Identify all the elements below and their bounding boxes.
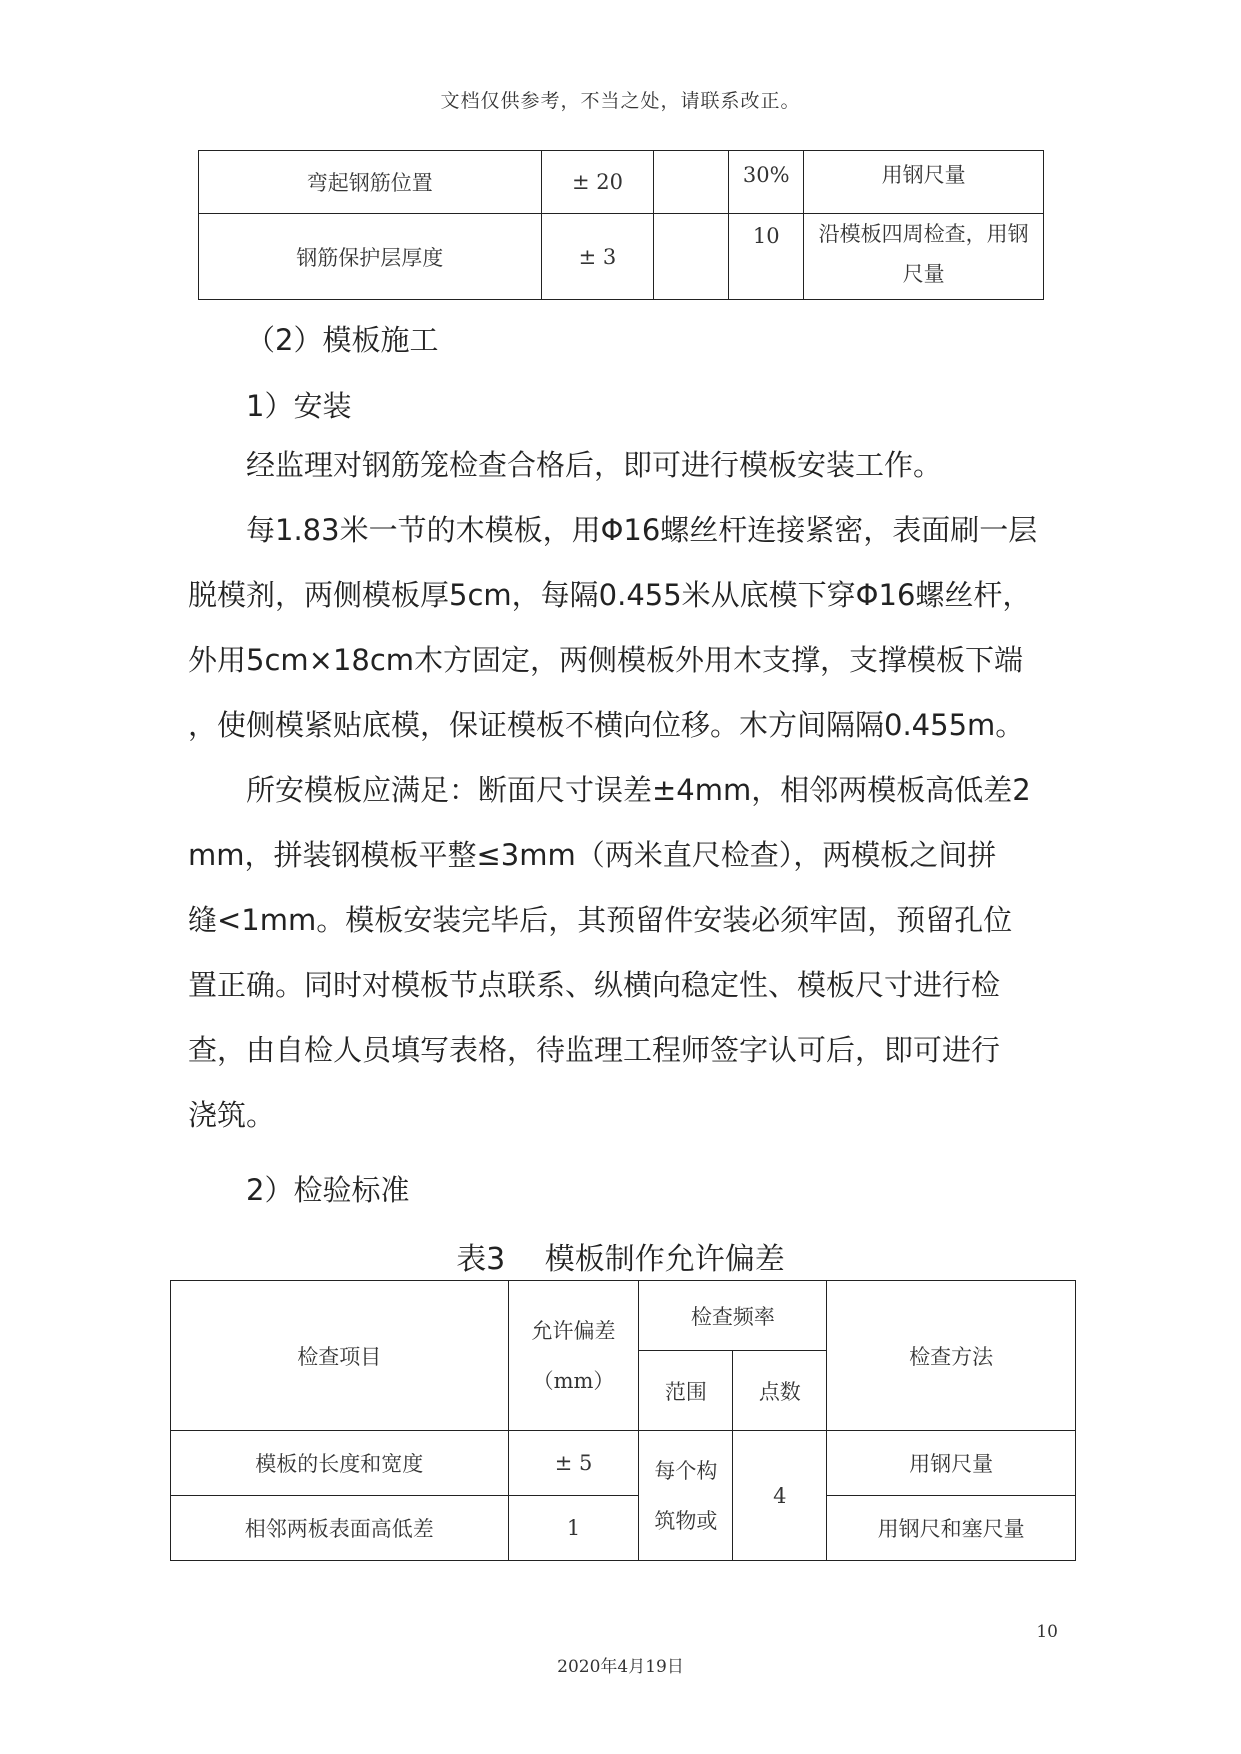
header-method: 检查方法 [827,1281,1076,1431]
header-range: 范围 [639,1351,733,1431]
footer-date: 2020年4月19日 [557,1657,684,1677]
header-tolerance-unit: （mm） [532,1368,615,1393]
paragraph-line: 浇筑。 [188,1098,276,1132]
paragraph-line: 查，由自检人员填写表格，待监理工程师签字认可后，即可进行 [188,1033,1001,1067]
table-cell-range [654,151,729,214]
paragraph-block [188,758,1068,1148]
table-cell-range [639,1431,733,1561]
header-points: 点数 [733,1351,827,1431]
paragraph-line: mm，拼装钢模板平整≤3mm（两米直尺检查），两模板之间拼 [188,838,997,872]
formwork-tolerance-table [170,1280,1076,1561]
table-row [199,214,1044,300]
paragraph-line: 缝<1mm。模板安装完毕后，其预留件安装必须牢固，预留孔位 [188,903,1013,937]
table-cell-range [654,214,729,300]
subsection-title: 2）检验标准 [246,1173,410,1207]
page-number: 10 [1036,1622,1058,1642]
header-tolerance [508,1281,639,1431]
paragraph-line: 脱模剂，两侧模板厚5cm，每隔0.455米从底模下穿Φ16螺丝杆， [188,578,1032,612]
range-line: 每个构 [654,1458,718,1483]
table-cell-item: 相邻两板表面高低差 [171,1496,509,1561]
range-line: 筑物或 [654,1508,718,1533]
header-tolerance-line: 允许偏差 [531,1318,616,1343]
table-row [171,1431,1076,1496]
paragraph-line: 置正确。同时对模板节点联系、纵横向稳定性、模板尺寸进行检 [188,968,1001,1002]
table-cell-method: 用钢尺和塞尺量 [827,1496,1076,1561]
header-item: 检查项目 [171,1281,509,1431]
reinforcement-tolerance-table [198,150,1044,300]
table-cell-method [804,214,1044,300]
section-title: （2）模板施工 [246,323,439,357]
table-cell-item: 钢筋保护层厚度 [199,214,542,300]
paragraph-line: 所安模板应满足：断面尺寸误差±4mm，相邻两模板高低差2 [246,773,1031,807]
table-cell-tolerance: ± 20 [541,151,654,214]
table-cell-method: 用钢尺量 [827,1431,1076,1496]
method-line: 沿模板四周检查，用钢 [818,222,1029,246]
paragraph-line: ，使侧模紧贴底模，保证模板不横向位移。木方间隔隔0.455m。 [188,708,1025,742]
table-cell-method: 用钢尺量 [804,151,1044,214]
table-caption: 表3 模板制作允许偏差 [456,1242,785,1277]
table-header-row [171,1281,1076,1351]
table-cell-points: 30% [729,151,804,214]
table-cell-item: 模板的长度和宽度 [171,1431,509,1496]
method-line: 尺量 [902,262,945,286]
table-cell-tolerance: 1 [508,1496,639,1561]
paragraph-block [188,498,1068,758]
table-row [171,1496,1076,1561]
table-row [199,151,1044,214]
table-cell-points: 10 [729,214,804,300]
header-frequency: 检查频率 [639,1281,827,1351]
subsection-title: 1）安装 [246,389,352,423]
table-cell-item: 弯起钢筋位置 [199,151,542,214]
table-cell-points: 4 [733,1431,827,1561]
paragraph-line: 每1.83米一节的木模板，用Φ16螺丝杆连接紧密，表面刷一层 [246,513,1038,547]
paragraph: 经监理对钢筋笼检查合格后，即可进行模板安装工作。 [246,448,943,482]
paragraph-line: 外用5cm×18cm木方固定，两侧模板外用木支撑，支撑模板下端 [188,643,1024,677]
table-cell-tolerance: ± 3 [541,214,654,300]
page-header: 文档仅供参考，不当之处，请联系改正。 [440,90,801,112]
table-cell-tolerance: ± 5 [508,1431,639,1496]
